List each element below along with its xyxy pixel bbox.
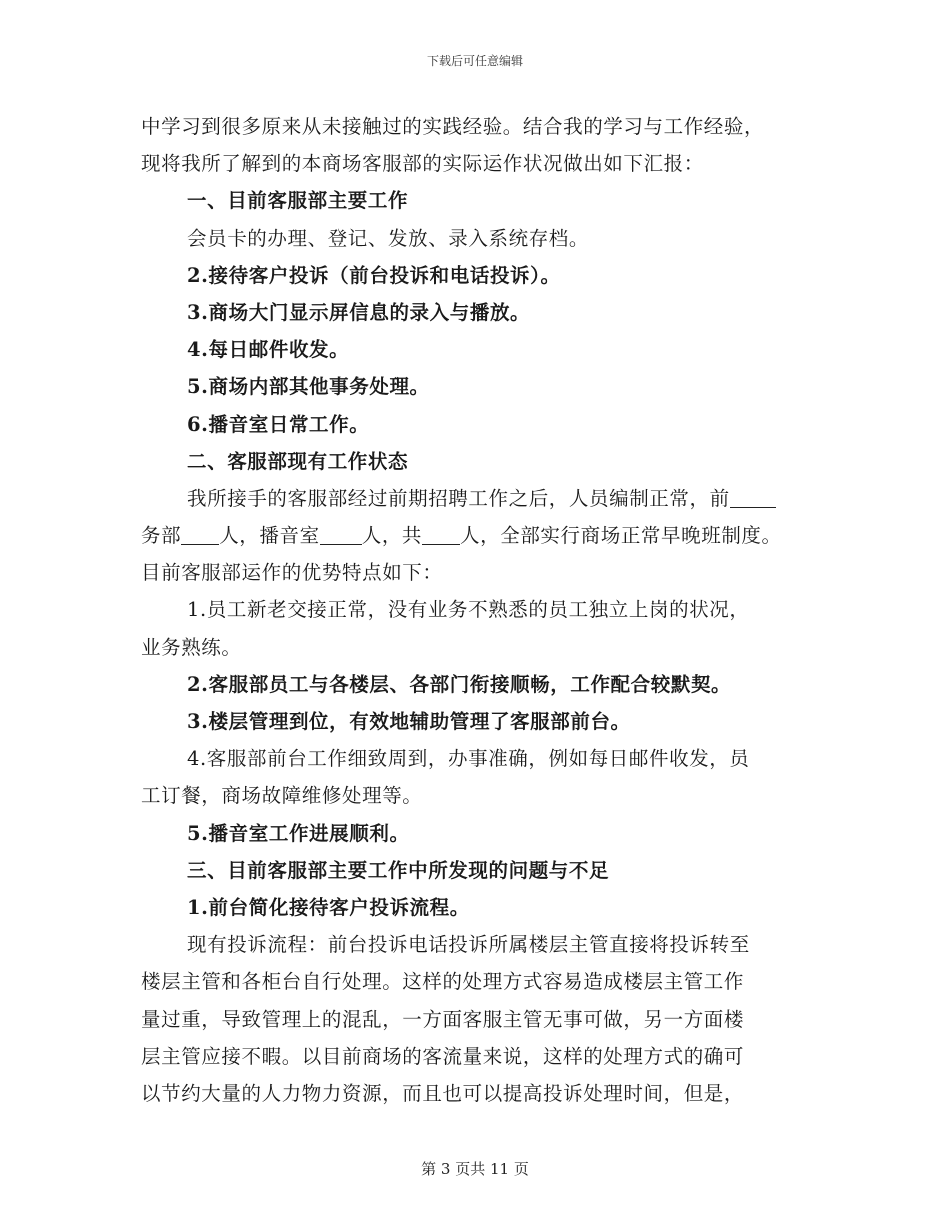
text-run: 人，播音室 [219,524,320,548]
page-footer: 第 3 页共 11 页 [421,1160,529,1178]
list-item: 会员卡的办理、登记、发放、录入系统存档。 [187,226,590,250]
list-item: 3.商场大门显示屏信息的录入与播放。 [187,300,531,324]
text-run: 人，全部实行商场正常早晚班制度。 [460,524,782,548]
list-item: 2.客服部员工与各楼层、各部门衔接顺畅，工作配合较默契。 [187,672,732,696]
section-heading-1: 一、目前客服部主要工作 [187,189,409,213]
list-item: 1.员工新老交接正常，没有业务不熟悉的员工独立上岗的状况， [187,598,750,622]
text-run: 我所接手的客服部经过前期招聘工作之后，人员编制正常，前 [187,486,730,510]
section-heading-2: 二、客服部现有工作状态 [187,449,409,473]
list-item: 5.商场内部其他事务处理。 [187,375,430,399]
paragraph-line: 中学习到很多原来从未接触过的实践经验。结合我的学习与工作经验， [141,115,765,138]
paragraph-line [141,517,809,554]
text-run: 人，共 [361,524,423,548]
paragraph-line: 楼层主管和各柜台自行处理。这样的处理方式容易造成楼层主管工作 [141,970,745,994]
page-header: 下载后可任意编辑 [426,54,523,68]
fill-blank [181,524,219,545]
paragraph-line: 现将我所了解到的本商场客服部的实际运作状况做出如下汇报： [141,152,704,176]
paragraph-line: 业务熟练。 [141,635,242,659]
section-heading-3: 三、目前客服部主要工作中所发现的问题与不足 [187,858,610,882]
paragraph-line: 工订餐，商场故障维修处理等。 [141,784,423,808]
paragraph-line: 量过重，导致管理上的混乱，一方面客服主管无事可做，另一方面楼 [141,1007,745,1031]
fill-blank [422,524,460,545]
paragraph-line: 现有投诉流程：前台投诉电话投诉所属楼层主管直接将投诉转至 [187,933,750,957]
paragraph-line [141,480,809,517]
paragraph-line: 目前客服部运作的优势特点如下： [141,561,443,585]
list-item: 4.客服部前台工作细致周到，办事准确，例如每日邮件收发，员 [187,747,750,771]
list-item: 2.接待客户投诉（前台投诉和电话投诉）。 [187,263,561,287]
list-item: 4.每日邮件收发。 [187,338,350,362]
document-body [141,108,809,1112]
fill-blank [730,487,776,508]
list-item: 3.楼层管理到位，有效地辅助管理了客服部前台。 [187,710,631,733]
fill-blank [320,524,362,545]
list-item: 6.播音室日常工作。 [187,412,370,436]
text-run: 务部 [141,524,182,548]
list-item: 5.播音室工作进展顺利。 [187,821,410,845]
paragraph-line: 层主管应接不暇。以目前商场的客流量来说，这样的处理方式的确可 [141,1044,745,1068]
list-item: 1.前台简化接待客户投诉流程。 [187,895,470,919]
paragraph-line: 以节约大量的人力物力资源，而且也可以提高投诉处理时间，但是， [141,1081,745,1105]
